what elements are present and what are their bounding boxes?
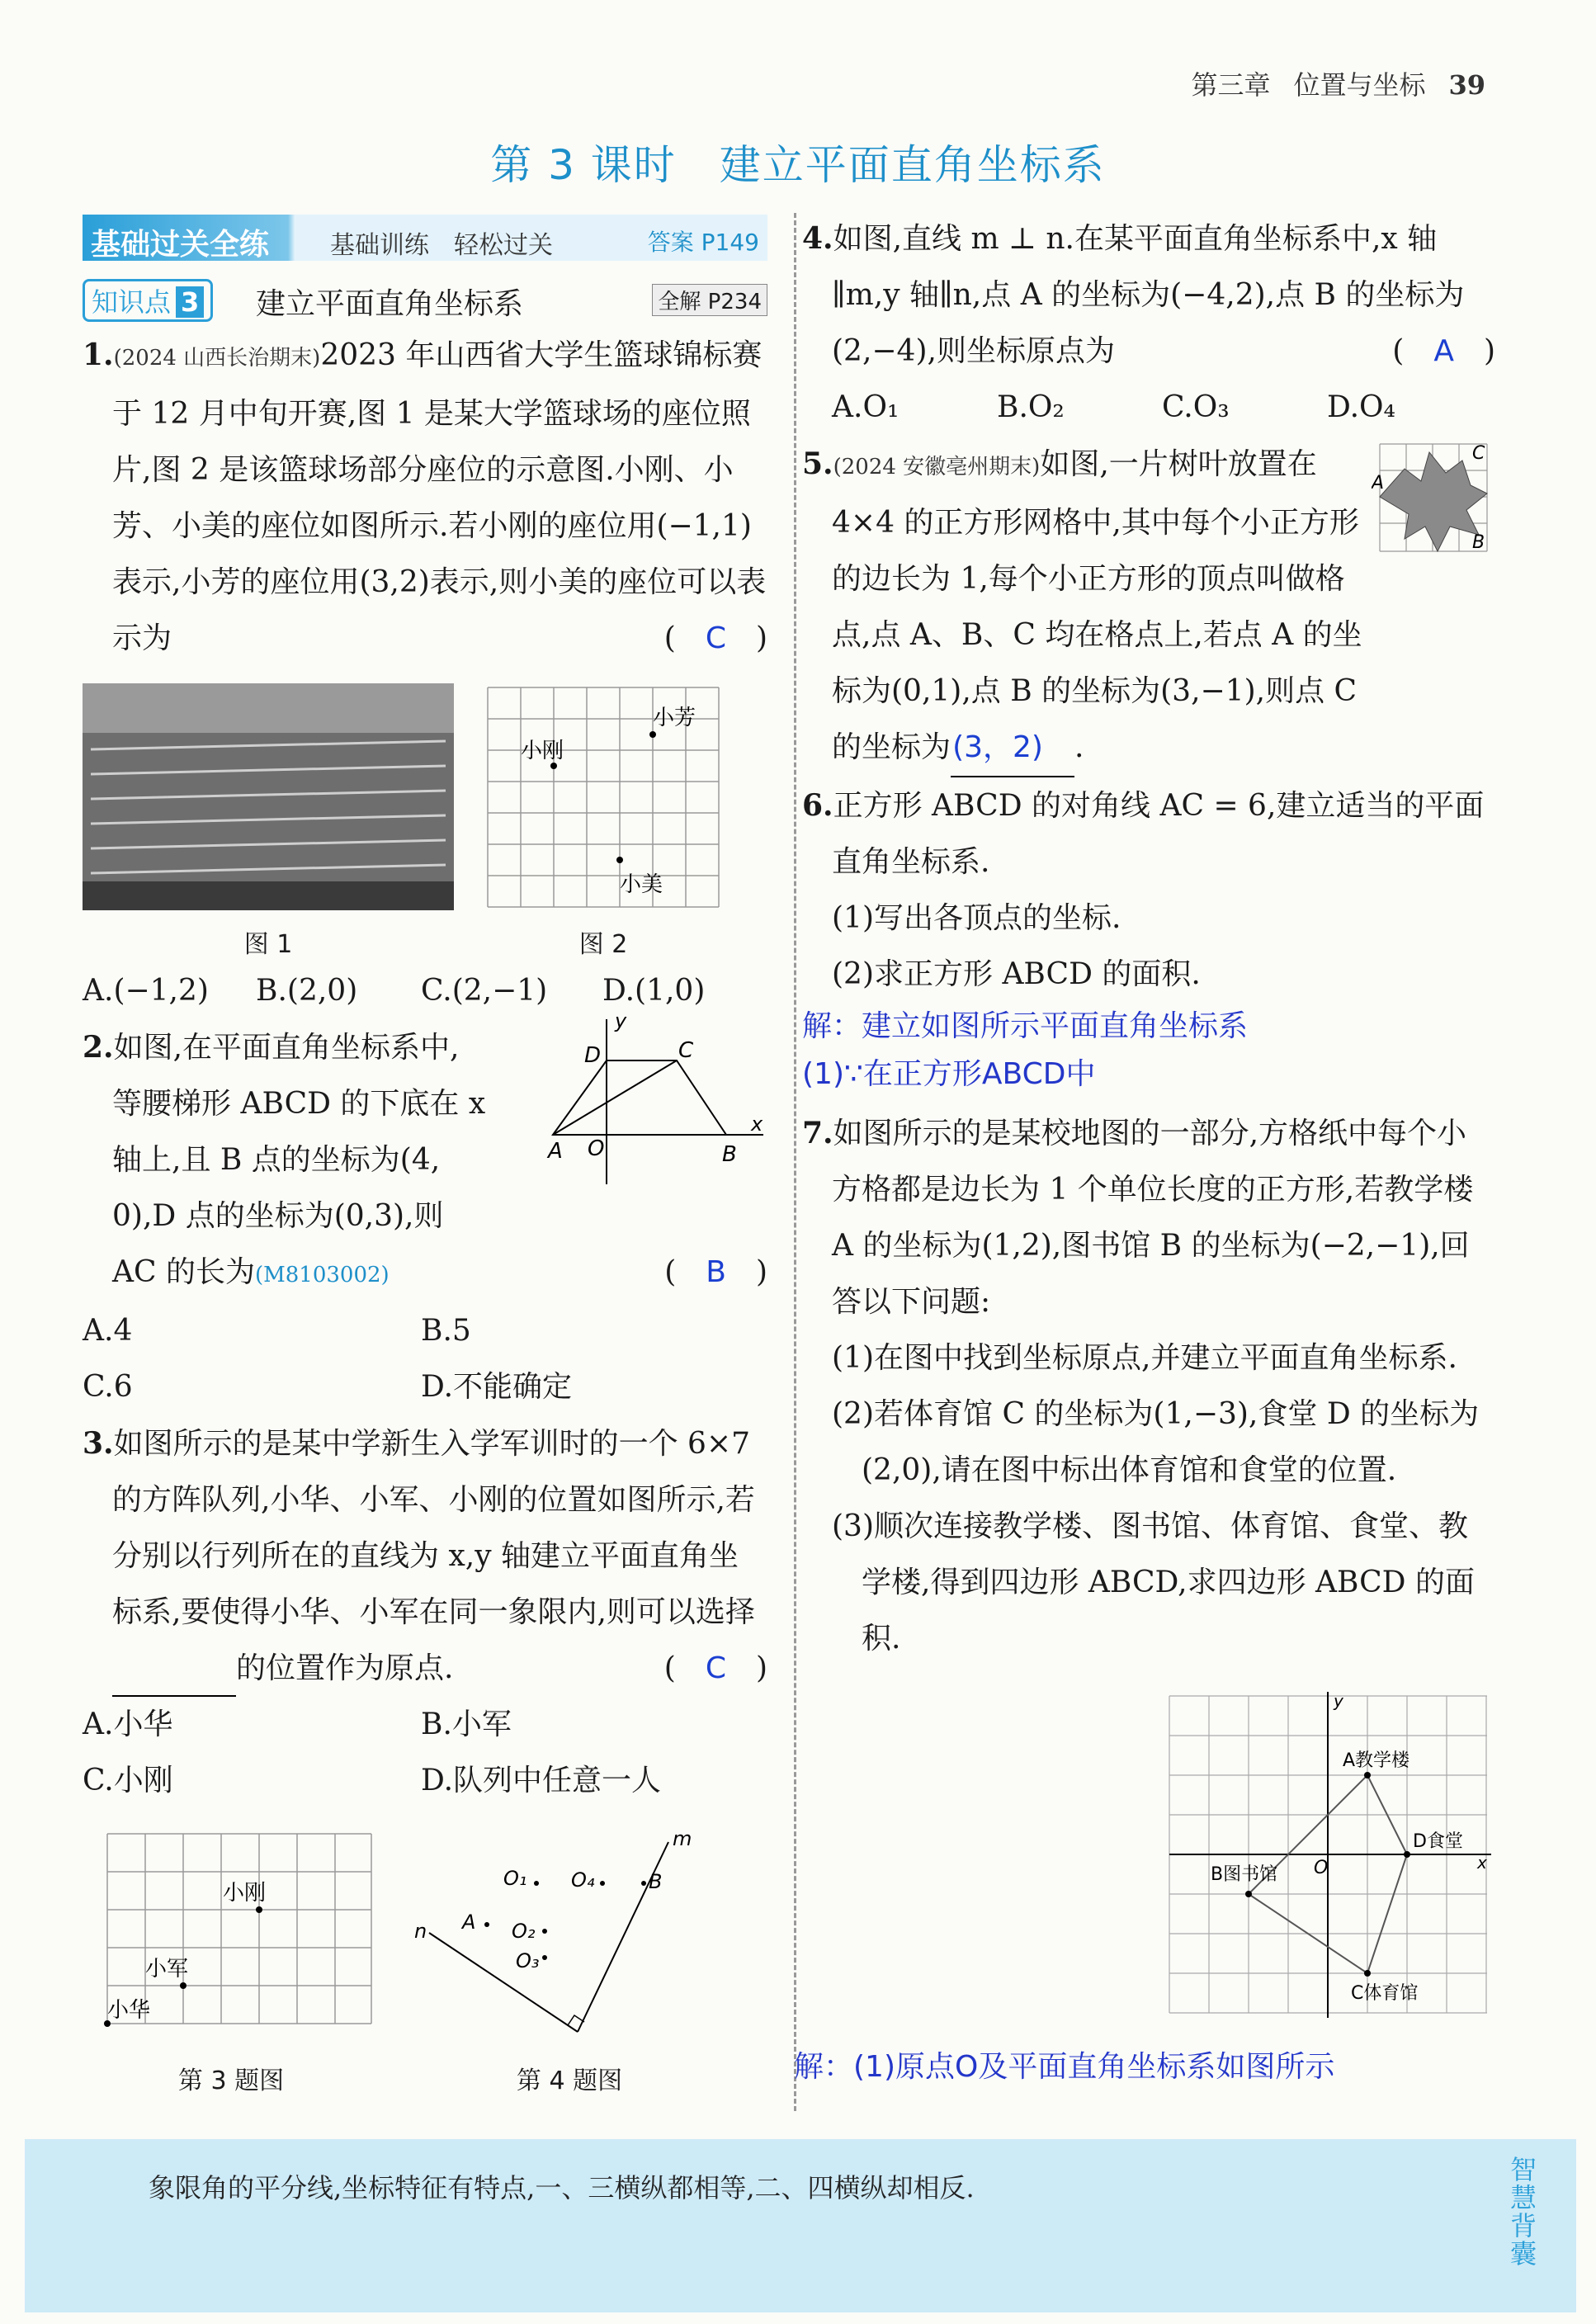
column-divider xyxy=(794,213,796,2111)
banner-title: 基础过关全练 xyxy=(91,228,270,262)
knowledge-number: 3 xyxy=(176,286,204,318)
q6-number: 6. xyxy=(802,788,833,823)
q4-option-d: D.O₄ xyxy=(1327,390,1395,424)
q4-label-a: A xyxy=(462,1911,476,1934)
q3-q4-figures xyxy=(83,1826,767,2096)
q2-option-b: B.5 xyxy=(421,1314,471,1348)
q7-sub-1: (1)在图中找到坐标原点,并建立平面直角坐标系. xyxy=(832,1341,1457,1375)
q2-label-c: C xyxy=(678,1038,694,1063)
seat-grid xyxy=(484,683,723,910)
q5-number: 5. xyxy=(802,446,833,481)
q1-number: 1. xyxy=(83,338,114,372)
footer-side-label: 智慧背囊 xyxy=(1510,2154,1537,2270)
q7-label-c: C体育馆 xyxy=(1351,1983,1419,2004)
q4-option-a: A.O₁ xyxy=(832,390,900,424)
q3-option-a: A.小华 xyxy=(83,1708,173,1741)
knowledge-answer-ref: 全解 P234 xyxy=(652,284,767,316)
section-label: 位置与坐标 xyxy=(1293,69,1426,101)
question-3: 3.如图所示的是某中学新生入学军训时的一个 6×7 的方阵队列,小华、小军、小刚的位置如图所示,若分别以行列所在的直线为 x,y 轴建立平面直角坐标系,要使得小华、小军在同一象限内,则可以选择的位置作为原点. ( C ) A.小华 B.小军 C.小刚 D.队列中任意一人 小刚 小军 小华 第 3 题图 m n A B O₁ O₂ O₃ O₄ 第 4 题图 xyxy=(83,1426,767,2095)
q7-school-map xyxy=(1165,1692,1495,2022)
q1-text: 2023 年山西省大学生篮球锦标赛于 12 月中旬开赛,图 1 是某大学篮球场的座位照片,图 2 是该篮球场部分座位的示意图.小刚、小芳、小美的座位如图所示.若小刚的座位用(−1,1)表示,小芳的座位用(3,2)表示,则小美的座位可以表示为 xyxy=(112,338,767,655)
q4-label-o1: O₁ xyxy=(503,1867,527,1890)
q2-text-1: 如图,在平面直角坐标系中, xyxy=(113,1031,460,1065)
section-banner xyxy=(83,215,767,261)
q2-option-c: C.6 xyxy=(83,1370,133,1404)
q4-label-n: n xyxy=(414,1920,427,1943)
q2-label-d: D xyxy=(584,1043,602,1068)
banner-answer-ref: 答案 P149 xyxy=(647,229,759,256)
page-header xyxy=(1168,64,1485,102)
q5-text: 如图,一片树叶放置在 4×4 的正方形网格中,其中每个小正方形的边长为 1,每个小正方形的顶点叫做格点,点 A、B、C 均在格点上,若点 A 的坐标为(0,1),点 B 的坐标为(3,−1),则点 C 的坐标为 xyxy=(832,447,1362,764)
knowledge-tag-text: 知识点 xyxy=(92,286,172,318)
q5-answer: (3，2) xyxy=(951,720,1074,777)
q3-text: 如图所示的是某中学新生入学军训时的一个 6×7 的方阵队列,小华、小军、小刚的位置如图所示,若分别以行列所在的直线为 x,y 轴建立平面直角坐标系,要使得小华、小军在同一象限内,则可以选择 xyxy=(112,1427,755,1629)
q7-label-o: O xyxy=(1314,1858,1329,1878)
q5-source: (2024 安徽亳州期末) xyxy=(833,455,1041,479)
q2-text-5: AC 的长为 xyxy=(112,1255,255,1289)
page-title: 第 3 课时 建立平面直角坐标系 xyxy=(490,141,1106,189)
q5-leaf-figure xyxy=(1372,436,1495,568)
stadium-photo xyxy=(83,683,454,910)
knowledge-point xyxy=(83,277,767,322)
q7-label-a: A教学楼 xyxy=(1343,1750,1410,1771)
q4-option-c: C.O₃ xyxy=(1162,390,1230,424)
q3-figure xyxy=(83,1826,380,2096)
question-4: 4.如图,直线 m ⊥ n.在某平面直角坐标系中,x 轴∥m,y 轴∥n,点 A 的坐标为(−4,2),点 B 的坐标为(2,−4),则坐标原点为 ( A ) A.O₁ B.O₂ C.O₃ D.O₄ xyxy=(802,210,1495,436)
q2-option-a: A.4 xyxy=(83,1314,133,1348)
q4-answer: A xyxy=(1433,334,1454,368)
q1-grid-xiaomei: 小美 xyxy=(620,872,663,897)
q4-label-o4: O₄ xyxy=(571,1868,595,1892)
q7-number: 7. xyxy=(802,1116,833,1150)
q1-option-a: A.(−1,2) xyxy=(83,974,209,1008)
q5-label-b: B xyxy=(1472,532,1485,553)
q1-fig1-caption: 图 1 xyxy=(243,930,293,959)
q4-text: 如图,直线 m ⊥ n.在某平面直角坐标系中,x 轴∥m,y 轴∥n,点 A 的坐标为(−4,2),点 B 的坐标为(2,−4),则坐标原点为 xyxy=(832,222,1465,368)
banner-subtitle: 基础训练 轻松过关 xyxy=(330,231,553,260)
q3-figure-caption: 第 3 题图 xyxy=(177,2067,285,2095)
q2-label-y: y xyxy=(615,1011,627,1032)
q2-answer: B xyxy=(706,1255,726,1289)
q2-label-a: A xyxy=(548,1139,563,1164)
q2-text-2: 等腰梯形 ABCD 的下底在 x xyxy=(112,1087,486,1121)
q4-label-b: B xyxy=(649,1870,663,1893)
footer-tip-box xyxy=(25,2139,1576,2312)
q1-answer: C xyxy=(705,621,726,655)
question-2: 2.如图,在平面直角坐标系中, 等腰梯形 ABCD 的下底在 x 轴上,且 B 点的坐标为(4, 0),D 点的坐标为(0,3),则 AC 的长为(M8103002) ( B ) y x D C A O B A.4 B.5 C.6 D.不能确定 xyxy=(83,1019,767,1415)
q2-option-d: D.不能确定 xyxy=(421,1370,573,1404)
q7-handwritten: 解：(1)原点O及平面直角坐标系如图所示 xyxy=(794,2050,1335,2084)
q3-grid-xiaojun: 小军 xyxy=(145,1957,189,1982)
q3-grid-xiaogang: 小刚 xyxy=(223,1881,267,1906)
q3-text-end: 的位置作为原点. xyxy=(236,1651,454,1685)
q3-number: 3. xyxy=(83,1426,114,1461)
q3-answer: C xyxy=(705,1651,726,1685)
q7-label-y: y xyxy=(1334,1692,1343,1711)
q1-figure-2 xyxy=(484,683,723,960)
q4-options xyxy=(802,380,1495,436)
q6-text: 正方形 ABCD 的对角线 AC = 6,建立适当的平面直角坐标系. xyxy=(832,789,1485,879)
q6-sub-1: (1)写出各顶点的坐标. xyxy=(832,901,1121,935)
q4-option-b: B.O₂ xyxy=(997,390,1065,424)
q1-figures xyxy=(83,683,767,960)
q3-grid-xiaohua: 小华 xyxy=(107,1998,151,2023)
q1-option-b: B.(2,0) xyxy=(256,974,358,1008)
q3-options xyxy=(83,1697,767,1809)
question-1: 1.(2024 山西长治期末)2023 年山西省大学生篮球锦标赛于 12 月中旬开赛,图 1 是某大学篮球场的座位照片,图 2 是该篮球场部分座位的示意图.小刚、小芳、小美的座位如图所示.若小刚的座位用(−1,1)表示,小芳的座位用(3,2)表示,则小美的座位可以表示为 ( C ) 图 1 小刚 小芳 小美 图 2 A.(−1,2) B.(2,0) C.(2,−1) D.(1,0) xyxy=(83,327,767,1019)
q7-label-d: D食堂 xyxy=(1413,1831,1463,1852)
q1-figure-1 xyxy=(83,683,454,960)
q3-option-b: B.小军 xyxy=(421,1708,512,1741)
q5-label-c: C xyxy=(1472,443,1485,464)
question-7 xyxy=(794,1105,1495,2091)
q1-option-d: D.(1,0) xyxy=(602,974,706,1008)
q2-number: 2. xyxy=(83,1030,114,1065)
q7-sub-3: (3)顺次连接教学楼、图书馆、体育馆、食堂、教学楼,得到四边形 ABCD,求四边形 ABCD 的面积. xyxy=(832,1509,1475,1656)
q1-fig2-caption: 图 2 xyxy=(578,930,628,959)
q3-formation-grid xyxy=(83,1826,380,2057)
q2-text-3: 轴上,且 B 点的坐标为(4, xyxy=(112,1143,441,1177)
q2-label-o: O xyxy=(588,1136,605,1161)
q4-figure xyxy=(413,1826,726,2096)
question-6 xyxy=(802,777,1495,1098)
q7-label-b: B图书馆 xyxy=(1211,1864,1278,1885)
right-column xyxy=(794,210,1495,2091)
q2-label-b: B xyxy=(722,1142,737,1167)
question-5: A C B 5.(2024 安徽亳州期末)如图,一片树叶放置在 4×4 的正方形网格中,其中每个小正方形的边长为 1,每个小正方形的顶点叫做格点,点 A、B、C 均在格点上,若点 A 的坐标为(0,1),点 B 的坐标为(3,−1),则点 C 的坐标为(3，2) . xyxy=(802,436,1495,777)
q6-handwritten-1: 解：建立如图所示平面直角坐标系 xyxy=(802,1009,1249,1043)
q4-figure-caption: 第 4 题图 xyxy=(516,2067,623,2095)
q2-options xyxy=(83,1303,767,1415)
q2-label-x: x xyxy=(751,1112,763,1136)
knowledge-title: 建立平面直角坐标系 xyxy=(256,287,524,321)
footer-tip-text: 象限角的平分线,坐标特征有特点,一、三横纵都相等,二、四横纵却相反. xyxy=(149,2172,975,2204)
q3-option-d: D.队列中任意一人 xyxy=(421,1764,662,1797)
q1-source: (2024 山西长治期末) xyxy=(113,346,321,371)
q4-label-m: m xyxy=(673,1827,692,1850)
q2-text-4: 0),D 点的坐标为(0,3),则 xyxy=(112,1199,444,1233)
q4-number: 4. xyxy=(802,221,833,256)
q2-trapezoid-figure xyxy=(545,1011,767,1201)
page-number: 39 xyxy=(1448,69,1485,101)
q1-grid-xiaofang: 小芳 xyxy=(653,706,696,730)
q2-code: (M8103002) xyxy=(255,1263,390,1287)
q4-label-o2: O₂ xyxy=(512,1920,536,1943)
q6-sub-2: (2)求正方形 ABCD 的面积. xyxy=(832,957,1201,991)
q6-handwritten-2: (1)∵在正方形ABCD中 xyxy=(802,1057,1096,1091)
q1-grid-xiaogang: 小刚 xyxy=(521,739,564,763)
knowledge-tag xyxy=(83,279,213,322)
chapter-label: 第三章 xyxy=(1191,69,1271,101)
q3-option-c: C.小刚 xyxy=(83,1764,173,1797)
q4-lines-figure xyxy=(413,1826,726,2057)
q7-text: 如图所示的是某校地图的一部分,方格纸中每个小方格都是边长为 1 个单位长度的正方形,若教学楼 A 的坐标为(1,2),图书馆 B 的坐标为(−2,−1),回答以下问题: xyxy=(832,1117,1474,1319)
q1-option-c: C.(2,−1) xyxy=(421,974,548,1008)
q5-label-a: A xyxy=(1372,473,1385,494)
left-column xyxy=(83,215,767,2096)
q3-blank xyxy=(112,1665,236,1697)
q7-label-x: x xyxy=(1477,1853,1487,1873)
q7-sub-2: (2)若体育馆 C 的坐标为(1,−3),食堂 D 的坐标为(2,0),请在图中标出体育馆和食堂的位置. xyxy=(832,1397,1480,1487)
q4-label-o3: O₃ xyxy=(516,1949,540,1972)
